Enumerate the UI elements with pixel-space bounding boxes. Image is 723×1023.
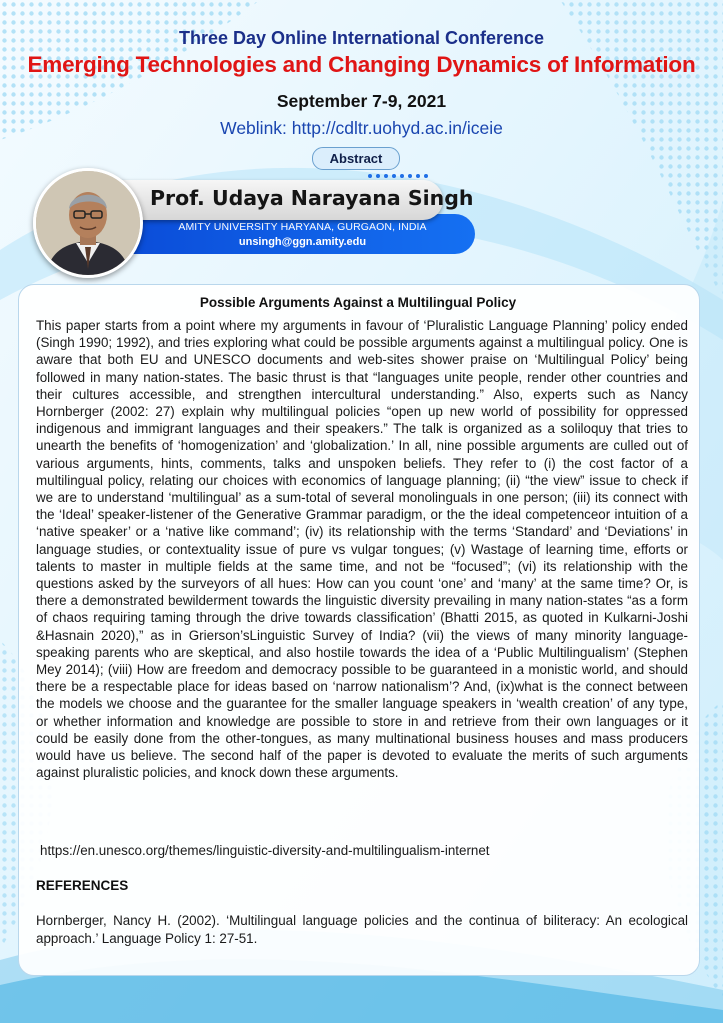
paper-title: Possible Arguments Against a Multilingual Policy: [199, 295, 517, 310]
speaker-email[interactable]: unsingh@ggn.amity.edu: [238, 236, 367, 248]
speaker-name: Prof. Udaya Narayana Singh: [150, 186, 474, 210]
speaker-affiliation: AMITY UNIVERSITY HARYANA, GURGAON, INDIA: [178, 221, 427, 233]
decor-dots-top: [366, 172, 436, 180]
speaker-photo: [33, 168, 143, 278]
conference-dates: September 7-9, 2021: [276, 91, 447, 111]
abstract-text: This paper starts from a point where my arguments in favour of ‘Pluralistic Language Planning’ policy ended (Singh 1990; 1992), and tries exploring what could be possible arguments against a multilingual policy. One is aware that both EU and UNESCO documents and web-sites shower praise on ‘Multilingual Policy’ being followed in many nation-states. The basic thrust is that “languages unite people, render other countries and their cultures accessible, and strengthen intercultural understanding.” Also, experts such as Nancy Hornberger (2002: 27) explain why multilingual policies “open up new world of possibility for oppressed indigenous and immigrant languages and their speakers.” The talk is organized as a soliloquy that tries to unearth the benefits of ‘homogenization’ and ‘globalization.’ In all, nine possible arguments are culled out of various arguments, hints, comments, talks and unspoken beliefs. They refer to (i) the cost factor of a multilingual policy, relating our choices with economics of language planning; (ii) “the view” issue to check if we are to understand ‘multilingual’ as a sum-total of several monolinguals in one person; (iii) its connect with the ‘Ideal’ speaker-listener of the Generative Grammar paradigm, or the the ideal competenceor intuition of a ‘native speaker’ or a ‘native like command’; (iv) its relationship with the terms ‘Standard’ and ‘Deviations’ in language studies, or contextuality issue of pure vs vulgar tongues; (v) Wastage of learning time, efforts or talents to master in multiple fields at the same time, and not be “focused”; (vi) its relationship with the questions asked by the surveyors of all hues: How can you count ‘one’ and ‘many’ at the same time? Or, is there a demonstrated bewilderment towards the linguistic diversity prevailing in many nation-states “as a form of chaos requiring taming through the drive towards classification’ (Bhatti 2015, as quoted in Kulkarni-Joshi &Hasnain 2020),” as in Grierson’sLinguistic Survey of India? (vii) the views of many minority language-speaking parents who are skeptical, and also hostile towards the idea of a ‘Public Multilingualism’ (Stephen Mey 2014); (viii) How are freedom and democracy possible to be guaranteed in a monistic world, and should there be a respectable place for ideas based on ‘narrow nationalism’? And, (ix)what is the connect between the models we choose and the guarantee for the smaller language speakers in ‘wealth creation’ of any type, or whether information and knowledge are possible to store in and retrieve from their own languages or it could be easily done from the other-tongues, as many multinational business houses and mass producers would have us believe. The second half of the paper is devoted to evaluate the merits of such arguments against pluralistic policies, and knock down these arguments.: [36, 318, 688, 781]
reference-item: Hornberger, Nancy H. (2002). ‘Multilingual language policies and the continua of biliteracy: An ecological approach.’ Language Policy 1: 27-51.: [36, 913, 688, 946]
conference-title: Emerging Technologies and Changing Dynamics of Information: [27, 52, 696, 77]
affiliation-bar: [130, 214, 475, 254]
reference-url[interactable]: https://en.unesco.org/themes/linguistic-diversity-and-multilingualism-internet: [40, 843, 490, 858]
references-heading: REFERENCES: [36, 878, 129, 893]
conference-subtitle: Three Day Online International Conference: [178, 28, 545, 48]
abstract-badge: Abstract: [312, 147, 400, 170]
conference-weblink[interactable]: Weblink: http://cdltr.uohyd.ac.in/iceie: [220, 118, 503, 138]
